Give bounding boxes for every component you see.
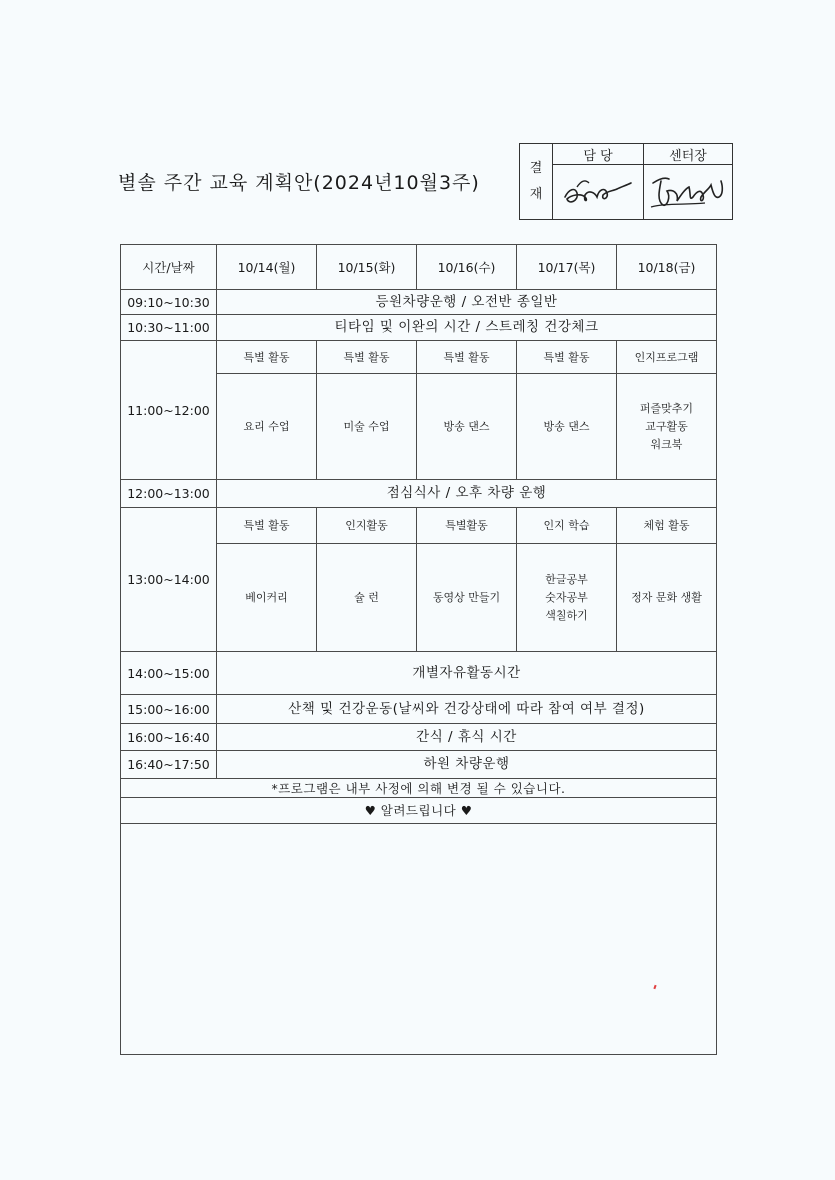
schedule-cell: 개별자유활동시간 xyxy=(217,652,717,695)
time-cell: 15:00~16:00 xyxy=(121,695,217,724)
category-cell: 특별활동 xyxy=(417,508,517,544)
approval-header-director: 센터장 xyxy=(644,144,733,165)
table-row xyxy=(121,652,717,695)
schedule-cell: 산책 및 건강운동(날씨와 건강상태에 따라 참여 여부 결정) xyxy=(217,695,717,724)
activity-line: 워크북 xyxy=(650,437,683,451)
notice-heading-row xyxy=(121,798,717,824)
activity-line: 색칠하기 xyxy=(545,608,588,622)
table-row xyxy=(121,341,717,374)
activity-cell: 방송 댄스 xyxy=(417,374,517,480)
activity-cell: 요리 수업 xyxy=(217,374,317,480)
activity-cell: 슐 런 xyxy=(317,544,417,652)
table-row xyxy=(121,315,717,341)
category-cell: 인지활동 xyxy=(317,508,417,544)
weekly-schedule-table xyxy=(120,244,717,1055)
notice-heading: ♥ 알려드립니다 ♥ xyxy=(121,798,717,824)
approval-header-staff: 담 당 xyxy=(553,144,644,165)
category-cell: 특별 활동 xyxy=(217,508,317,544)
notice-body-row xyxy=(121,824,717,1055)
notice-body xyxy=(121,824,717,1055)
activity-cell: 미술 수업 xyxy=(317,374,417,480)
table-row xyxy=(121,480,717,508)
schedule-cell: 등원차량운행 / 오전반 종일반 xyxy=(217,290,717,315)
header-day-thu: 10/17(목) xyxy=(517,245,617,290)
activity-line: 한글공부 xyxy=(545,572,588,586)
approval-side-label-1: 결 xyxy=(529,160,543,176)
time-cell: 16:40~17:50 xyxy=(121,751,217,779)
table-row xyxy=(121,695,717,724)
category-cell: 특별 활동 xyxy=(317,341,417,374)
activity-line: 교구활동 xyxy=(645,419,688,433)
time-cell: 11:00~12:00 xyxy=(121,341,217,480)
activity-cell xyxy=(617,374,717,480)
approval-side-label-2: 재 xyxy=(529,186,543,202)
schedule-cell: 점심식사 / 오후 차량 운행 xyxy=(217,480,717,508)
time-cell: 12:00~13:00 xyxy=(121,480,217,508)
activity-line: 숫자공부 xyxy=(545,590,588,604)
footer-note: *프로그램은 내부 사정에 의해 변경 될 수 있습니다. xyxy=(121,779,717,798)
category-cell: 특별 활동 xyxy=(417,341,517,374)
activity-cell: 정자 문화 생활 xyxy=(617,544,717,652)
category-cell: 인지 학습 xyxy=(517,508,617,544)
schedule-cell: 티타임 및 이완의 시간 / 스트레칭 건강체크 xyxy=(217,315,717,341)
approval-box xyxy=(519,143,733,220)
activity-cell: 동영상 만들기 xyxy=(417,544,517,652)
time-cell: 09:10~10:30 xyxy=(121,290,217,315)
activity-line: 퍼즐맞추기 xyxy=(639,401,694,415)
table-row xyxy=(121,290,717,315)
table-row xyxy=(121,724,717,751)
activity-cell xyxy=(517,544,617,652)
category-cell: 특별 활동 xyxy=(217,341,317,374)
schedule-cell: 간식 / 휴식 시간 xyxy=(217,724,717,751)
time-cell: 13:00~14:00 xyxy=(121,508,217,652)
table-row xyxy=(121,508,717,544)
time-cell: 14:00~15:00 xyxy=(121,652,217,695)
time-cell: 16:00~16:40 xyxy=(121,724,217,751)
activity-cell: 베이커리 xyxy=(217,544,317,652)
table-header-row xyxy=(121,245,717,290)
director-signature xyxy=(644,165,733,220)
table-row xyxy=(121,751,717,779)
header-day-wed: 10/16(수) xyxy=(417,245,517,290)
category-cell: 인지프로그램 xyxy=(617,341,717,374)
category-cell: 특별 활동 xyxy=(517,341,617,374)
header-day-mon: 10/14(월) xyxy=(217,245,317,290)
approval-side-label xyxy=(520,144,553,220)
header-day-tue: 10/15(화) xyxy=(317,245,417,290)
document-title: 별솔 주간 교육 계획안(2024년10월3주) xyxy=(118,172,480,194)
footer-note-row xyxy=(121,779,717,798)
category-cell: 체험 활동 xyxy=(617,508,717,544)
staff-signature-scribble xyxy=(555,167,641,213)
staff-signature xyxy=(553,165,644,220)
director-signature-scribble xyxy=(645,167,731,213)
header-day-fri: 10/18(금) xyxy=(617,245,717,290)
activity-cell: 방송 댄스 xyxy=(517,374,617,480)
time-cell: 10:30~11:00 xyxy=(121,315,217,341)
schedule-cell: 하원 차량운행 xyxy=(217,751,717,779)
header-time-date: 시간/날짜 xyxy=(121,245,217,290)
